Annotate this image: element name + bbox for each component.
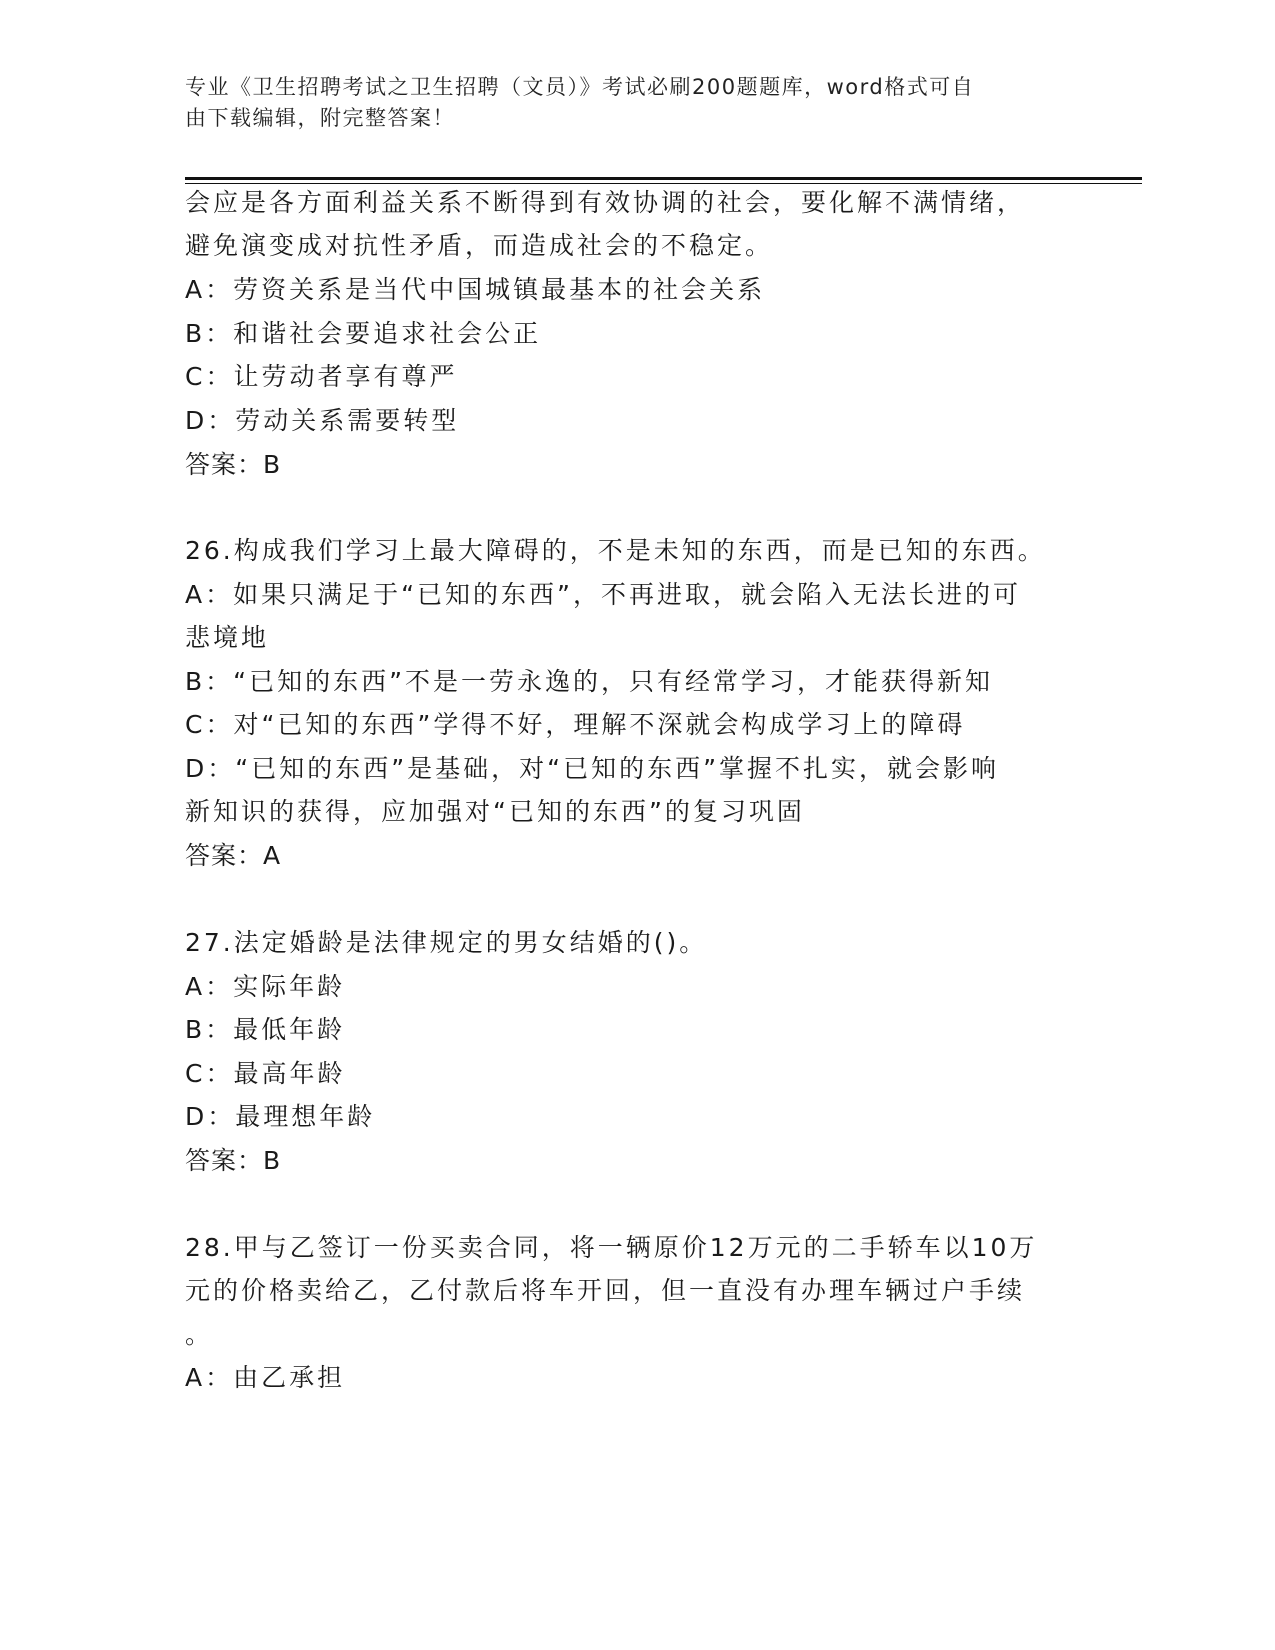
q28-option-a: A：由乙承担 — [185, 1363, 346, 1392]
q26-option-d-line-1: D：“已知的东西”是基础，对“已知的东西”掌握不扎实，就会影响 — [185, 754, 1000, 783]
q27-option-c: C：最高年龄 — [185, 1059, 346, 1088]
q25-option-d: D：劳动关系需要转型 — [185, 406, 460, 435]
q26-stem: 26.构成我们学习上最大障碍的，不是未知的东西，而是已知的东西。 — [185, 536, 1046, 565]
q25-option-c: C：让劳动者享有尊严 — [185, 362, 458, 391]
q28-stem-line-2: 元的价格卖给乙，乙付款后将车开回，但一直没有办理车辆过户手续 — [185, 1276, 1026, 1305]
q27-answer: 答案：B — [185, 1146, 282, 1175]
q28-stem-line-3: 。 — [185, 1320, 214, 1349]
q26-option-a-line-2: 悲境地 — [185, 623, 270, 652]
header-divider-thick — [185, 177, 1142, 180]
q27-option-b: B：最低年龄 — [185, 1015, 346, 1044]
q26-option-b: B：“已知的东西”不是一劳永逸的，只有经常学习，才能获得新知 — [185, 667, 994, 696]
q25-answer: 答案：B — [185, 450, 282, 479]
header-divider-thin — [185, 183, 1142, 184]
document-header — [185, 72, 1065, 134]
q25-option-b: B：和谐社会要追求社会公正 — [185, 319, 542, 348]
q27-option-a: A：实际年龄 — [185, 972, 346, 1001]
q26-option-a-line-1: A：如果只满足于“已知的东西”，不再进取，就会陷入无法长进的可 — [185, 580, 1022, 609]
q25-option-a: A：劳资关系是当代中国城镇最基本的社会关系 — [185, 275, 766, 304]
q28-stem-line-1: 28.甲与乙签订一份买卖合同，将一辆原价12万元的二手轿车以10万 — [185, 1233, 1038, 1262]
header-title-line-2: 由下载编辑，附完整答案！ — [185, 106, 455, 130]
header-title-line-1: 专业《卫生招聘考试之卫生招聘（文员）》考试必刷200题题库，word格式可自 — [185, 75, 975, 99]
q25-stem-line-1: 会应是各方面利益关系不断得到有效协调的社会，要化解不满情绪， — [185, 188, 1026, 217]
q27-stem: 27.法定婚龄是法律规定的男女结婚的()。 — [185, 928, 708, 957]
q26-option-c: C：对“已知的东西”学得不好，理解不深就会构成学习上的障碍 — [185, 710, 966, 739]
q26-option-d-line-2: 新知识的获得，应加强对“已知的东西”的复习巩固 — [185, 797, 805, 826]
q26-answer: 答案：A — [185, 841, 282, 870]
q27-option-d: D：最理想年龄 — [185, 1102, 376, 1131]
q25-stem-line-2: 避免演变成对抗性矛盾，而造成社会的不稳定。 — [185, 231, 774, 260]
